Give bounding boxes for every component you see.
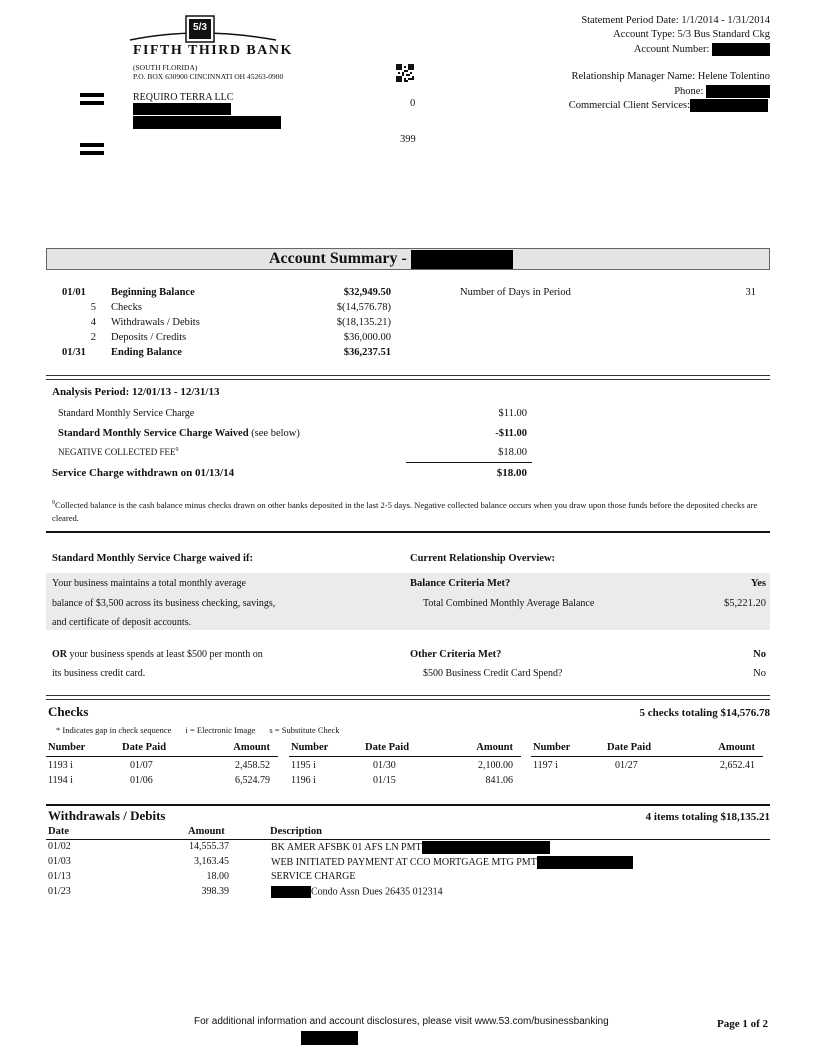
withdrawal-amount: 3,163.45 — [194, 856, 229, 867]
waived-charge-row — [58, 428, 300, 439]
summary-row-amount: $(14,576.78) — [336, 302, 391, 313]
description-redaction — [422, 841, 550, 854]
standard-charge-label: Standard Monthly Service Charge — [58, 408, 195, 419]
description-redaction — [537, 856, 633, 869]
checks-legend-electronic: i = Electronic Image — [185, 725, 256, 735]
collected-balance-footnote — [52, 497, 774, 525]
summary-row-label: Checks — [111, 302, 142, 313]
client-services-label: Commercial Client Services: — [568, 99, 690, 111]
customer-name: REQUIRO TERRA LLC — [133, 92, 234, 103]
check-date-paid: 01/30 — [373, 760, 396, 771]
bank-address-line1: (SOUTH FLORIDA) — [133, 63, 198, 72]
analysis-top-rule-2 — [46, 379, 770, 380]
withdrawals-title: Withdrawals / Debits — [48, 808, 166, 823]
barcode-mark-top — [80, 93, 104, 105]
checks-header-amount: Amount — [476, 742, 513, 753]
service-charge-withdrawn-label: Service Charge withdrawn on 01/13/14 — [52, 467, 235, 479]
bank-address-line2: P.O. BOX 630900 CINCINNATI OH 45263-0900 — [133, 72, 284, 81]
check-amount: 2,458.52 — [235, 760, 270, 771]
check-amount: 6,524.79 — [235, 775, 270, 786]
checks-column-header — [289, 742, 521, 757]
negative-fee-row — [58, 447, 178, 457]
checks-bottom-rule — [46, 804, 770, 806]
check-row — [531, 760, 763, 774]
summary-row-count: 5 — [90, 302, 96, 313]
summary-row-label: Ending Balance — [111, 347, 182, 358]
checks-total: 5 checks totaling $14,576.78 — [639, 707, 770, 719]
check-number: 1193 i — [48, 760, 73, 771]
checks-top-rule-2 — [46, 699, 770, 700]
summary-row — [46, 287, 770, 301]
withdrawal-description-text: Condo Assn Dues 26435 012314 — [311, 886, 443, 898]
client-services — [569, 99, 768, 112]
withdrawal-row — [46, 841, 770, 855]
bank-logo-mark-text: 5/3 — [193, 22, 207, 33]
withdrawal-date: 01/23 — [48, 886, 71, 897]
avg-balance-value: $5,221.20 — [724, 598, 766, 609]
withdrawal-row — [46, 871, 770, 885]
check-date-paid: 01/27 — [615, 760, 638, 771]
waiver-card-line-2: its business credit card. — [52, 668, 146, 679]
account-number — [634, 43, 770, 56]
page-number: Page 1 of 2 — [716, 1018, 768, 1030]
withdrawal-amount: 14,555.37 — [189, 841, 229, 852]
withdrawals-header-amount: Amount — [188, 826, 225, 837]
negative-fee-footnote-ref: 9 — [175, 447, 179, 453]
summary-row — [46, 317, 770, 331]
bank-logo — [128, 14, 278, 46]
customer-address-redaction-2 — [133, 116, 281, 129]
withdrawal-description-text: SERVICE CHARGE — [271, 871, 356, 882]
card-spend-value: No — [753, 668, 766, 679]
footnote-marker: 9 — [52, 500, 55, 506]
summary-row-date: 01/01 — [62, 287, 86, 298]
customer-address-redaction-1 — [133, 103, 231, 115]
check-amount: 841.06 — [485, 775, 513, 786]
other-criteria-value: No — [753, 649, 766, 660]
avg-balance-label: Total Combined Monthly Average Balance — [423, 598, 595, 609]
withdrawal-description — [271, 856, 633, 869]
checks-header-amount: Amount — [718, 742, 755, 753]
summary-row-amount: $(18,135.21) — [336, 317, 391, 328]
account-number-redaction — [712, 43, 770, 56]
customer-code-1: 0 — [410, 98, 416, 109]
checks-header-date: Date Paid — [365, 742, 410, 753]
checks-header-date: Date Paid — [607, 742, 652, 753]
account-number-label: Account Number: — [633, 43, 710, 55]
manager-phone — [674, 85, 770, 98]
customer-code-2: 399 — [400, 134, 416, 145]
statement-period: Statement Period Date: 1/1/2014 - 1/31/2014 — [581, 15, 770, 26]
checks-table — [46, 742, 770, 792]
summary-row-label: Beginning Balance — [111, 287, 195, 298]
checks-header-date: Date Paid — [122, 742, 167, 753]
bank-name: FIFTH THIRD BANK — [133, 43, 293, 58]
standard-charge-amount: $11.00 — [498, 408, 527, 419]
waived-charge-label: Standard Monthly Service Charge Waived — [58, 428, 249, 439]
withdrawal-description — [271, 886, 443, 898]
account-type: Account Type: 5/3 Bus Standard Ckg — [613, 29, 770, 40]
withdrawals-header-date: Date — [48, 826, 69, 837]
account-summary-bar — [46, 248, 770, 270]
withdrawal-row — [46, 886, 770, 900]
checks-legend-substitute: s = Substitute Check — [269, 725, 340, 735]
summary-row-amount: $36,237.51 — [343, 347, 391, 358]
waiver-card-line-1 — [52, 649, 263, 660]
account-summary-redaction — [411, 250, 513, 269]
check-row — [289, 760, 521, 774]
check-number: 1195 i — [291, 760, 316, 771]
summary-row-amount: $32,949.50 — [343, 287, 391, 298]
check-number: 1194 i — [48, 775, 73, 786]
waived-charge-note: (see below) — [251, 428, 300, 439]
account-summary-title-text: Account Summary - — [269, 250, 407, 268]
checks-legend — [56, 725, 340, 735]
withdrawals-total: 4 items totaling $18,135.21 — [645, 811, 770, 823]
withdrawal-date: 01/03 — [48, 856, 71, 867]
balance-criteria-label: Balance Criteria Met? — [410, 578, 511, 589]
analysis-period-title: Analysis Period: 12/01/13 - 12/31/13 — [52, 386, 220, 398]
relationship-manager: Relationship Manager Name: Helene Tolentino — [571, 71, 770, 82]
footer-redaction — [301, 1031, 358, 1045]
withdrawal-description — [271, 841, 550, 854]
relationship-overview-title: Current Relationship Overview: — [410, 553, 556, 564]
qr-code — [396, 64, 414, 82]
check-row — [289, 775, 521, 789]
summary-row-label: Deposits / Credits — [111, 332, 187, 343]
withdrawal-amount: 398.39 — [201, 886, 229, 897]
checks-title: Checks — [48, 704, 89, 719]
analysis-bottom-rule — [46, 531, 770, 533]
analysis-top-rule-1 — [46, 375, 770, 376]
check-row — [46, 760, 278, 774]
footnote-text: Collected balance is the cash balance minus checks drawn on other banks deposited in the last 2-5 days. Negative collected balance occurs when you draw upon those funds before the deposited checks are cleared. — [52, 499, 758, 523]
withdrawals-header-description: Description — [270, 826, 322, 837]
summary-row — [46, 347, 770, 361]
checks-header-number: Number — [48, 742, 86, 753]
card-spend-label: $500 Business Credit Card Spend? — [423, 668, 563, 679]
withdrawal-date: 01/02 — [48, 841, 71, 852]
description-redaction — [271, 886, 311, 898]
account-summary-title — [269, 250, 513, 269]
summary-row — [46, 302, 770, 316]
days-in-period-value: 31 — [745, 287, 756, 298]
negative-fee-label: NEGATIVE COLLECTED FEE — [58, 447, 176, 457]
checks-header-number: Number — [291, 742, 329, 753]
days-in-period-label: Number of Days in Period — [460, 287, 571, 298]
checks-column-header — [531, 742, 763, 757]
subtotal-rule — [406, 462, 532, 463]
waived-charge-amount: -$11.00 — [495, 428, 527, 439]
other-criteria-label: Other Criteria Met? — [410, 649, 502, 660]
summary-row-date: 01/31 — [62, 347, 86, 358]
phone-label: Phone: — [674, 85, 704, 97]
withdrawal-description-text: WEB INITIATED PAYMENT AT CCO MORTGAGE MTG PMT — [271, 856, 537, 868]
summary-row — [46, 332, 770, 346]
withdrawal-description — [271, 871, 355, 882]
waiver-balance-line-1: Your business maintains a total monthly average — [52, 578, 246, 589]
checks-column-header — [46, 742, 278, 757]
check-date-paid: 01/15 — [373, 775, 396, 786]
check-date-paid: 01/07 — [130, 760, 153, 771]
withdrawal-description-text: BK AMER AFSBK 01 AFS LN PMT — [271, 841, 422, 853]
check-date-paid: 01/06 — [130, 775, 153, 786]
waiver-or-label: OR — [52, 649, 67, 660]
client-services-redaction — [690, 99, 768, 112]
barcode-mark-bottom — [80, 143, 104, 155]
withdrawal-date: 01/13 — [48, 871, 71, 882]
checks-header-amount: Amount — [233, 742, 270, 753]
checks-top-rule-1 — [46, 695, 770, 696]
waiver-card-text-1: your business spends at least $500 per month on — [69, 649, 263, 660]
withdrawal-row — [46, 856, 770, 870]
checks-legend-gap: * Indicates gap in check sequence — [56, 725, 172, 735]
check-number: 1196 i — [291, 775, 316, 786]
summary-row-label: Withdrawals / Debits — [111, 317, 200, 328]
footer-info: For additional information and account disclosures, please visit www.53.com/businessbanking — [194, 1016, 609, 1027]
summary-row-amount: $36,000.00 — [343, 332, 391, 343]
check-row — [46, 775, 278, 789]
summary-row-count: 4 — [90, 317, 96, 328]
summary-row-count: 2 — [90, 332, 96, 343]
negative-fee-amount: $18.00 — [498, 447, 527, 458]
balance-criteria-value: Yes — [750, 578, 766, 589]
check-amount: 2,100.00 — [478, 760, 513, 771]
check-amount: 2,652.41 — [720, 760, 755, 771]
withdrawals-header-rule — [46, 839, 770, 840]
check-number: 1197 i — [533, 760, 558, 771]
checks-header-number: Number — [533, 742, 571, 753]
service-charge-withdrawn-amount: $18.00 — [496, 467, 527, 479]
phone-redaction — [706, 85, 770, 98]
waiver-title: Standard Monthly Service Charge waived if: — [52, 553, 253, 564]
withdrawal-amount: 18.00 — [206, 871, 229, 882]
waiver-balance-line-3: and certificate of deposit accounts. — [52, 617, 192, 628]
waiver-balance-line-2: balance of $3,500 across its business checking, savings, — [52, 598, 276, 609]
